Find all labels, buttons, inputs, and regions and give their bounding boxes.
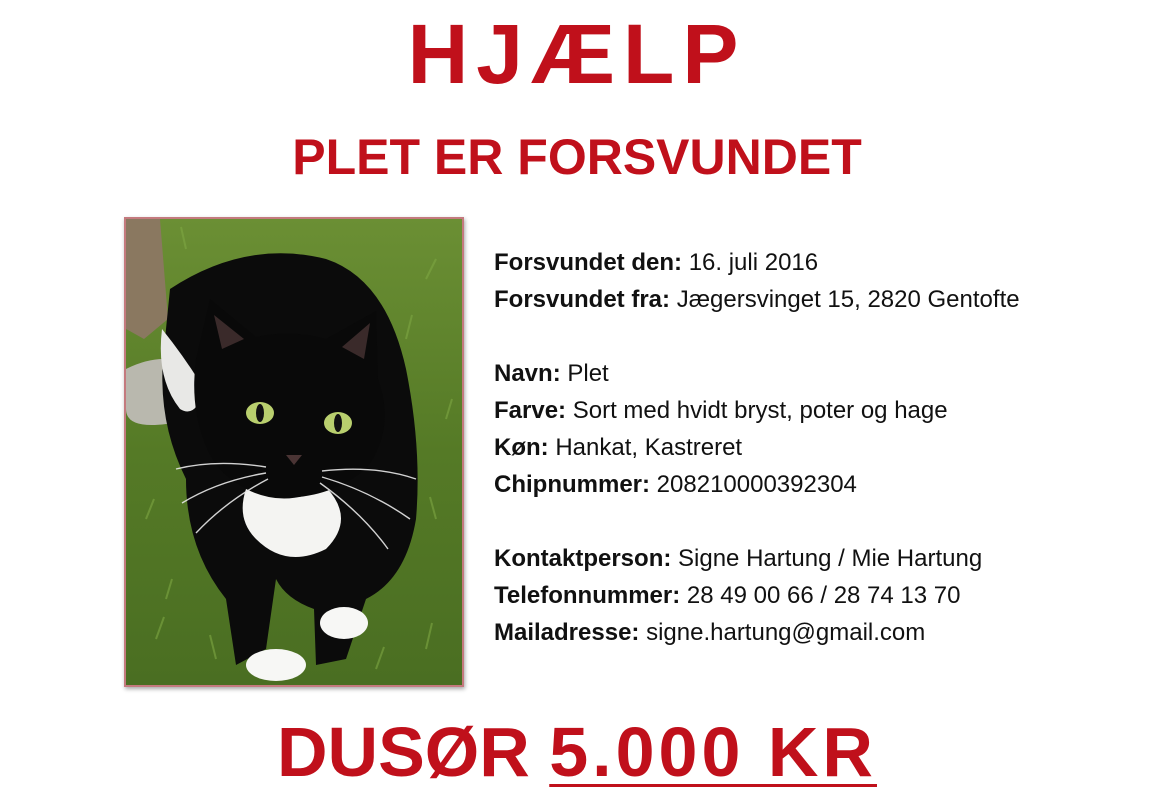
- email-value: signe.hartung@gmail.com: [646, 619, 926, 646]
- color-row: [494, 392, 1134, 429]
- cat-illustration: [126, 219, 462, 685]
- missing-from-row: [494, 281, 1134, 318]
- missing-date-row: [494, 244, 1134, 281]
- name-row: [494, 355, 1134, 392]
- email-row: [494, 614, 1134, 651]
- contact-value: Signe Hartung / Mie Hartung: [678, 545, 983, 572]
- phone-value: 28 49 00 66 / 28 74 13 70: [686, 582, 961, 609]
- poster-subtitle: PLET ER FORSVUNDET: [292, 129, 862, 185]
- reward: [0, 712, 1154, 792]
- chip-row: [494, 466, 1134, 503]
- missing-date-value: 16. juli 2016: [688, 249, 819, 276]
- color-value: Sort med hvidt bryst, poter og hage: [572, 397, 948, 424]
- cat-details: [494, 244, 1134, 651]
- contact-row: [494, 540, 1134, 577]
- phone-row: [494, 577, 1134, 614]
- sex-value: Hankat, Kastreret: [555, 434, 743, 461]
- cat-photo: [124, 217, 464, 687]
- sex-label: Køn:: [494, 434, 549, 461]
- chip-value: 208210000392304: [656, 471, 857, 498]
- reward-label: DUSØR: [277, 713, 530, 791]
- email-label: Mailadresse:: [494, 619, 640, 646]
- name-value: Plet: [567, 360, 609, 387]
- chip-label: Chipnummer:: [494, 471, 650, 498]
- phone-label: Telefonnummer:: [494, 582, 681, 609]
- contact-label: Kontaktperson:: [494, 545, 672, 572]
- poster-title: HJÆLP: [407, 7, 747, 101]
- reward-amount: 5.000 KR: [549, 713, 877, 791]
- color-label: Farve:: [494, 397, 567, 424]
- missing-date-label: Forsvundet den:: [494, 249, 683, 276]
- sex-row: [494, 429, 1134, 466]
- name-label: Navn:: [494, 360, 561, 387]
- missing-from-label: Forsvundet fra:: [494, 286, 671, 313]
- missing-from-value: Jægersvinget 15, 2820 Gentofte: [676, 286, 1020, 313]
